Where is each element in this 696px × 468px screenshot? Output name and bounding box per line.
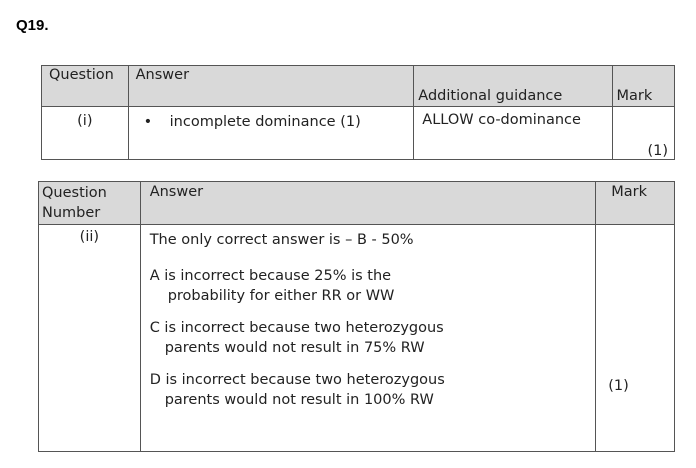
mark-cell: [612, 107, 674, 160]
option-a-line1: A is incorrect because 25% is the: [149, 268, 392, 284]
answer-cell: [140, 225, 596, 452]
part-label: (i): [77, 113, 93, 129]
answer-text: incomplete dominance (1): [169, 114, 361, 130]
header-question: Question: [42, 66, 129, 107]
part-cell: [39, 225, 141, 452]
table-header-row: [39, 182, 675, 225]
table-row: [39, 225, 675, 452]
header-mark: Mark: [596, 182, 675, 225]
mark-cell: [596, 225, 675, 452]
question-label: Q19.: [16, 17, 49, 34]
header-question-number: Question Number: [39, 182, 141, 225]
header-mark: Mark: [612, 66, 674, 107]
mark-scheme-table-i: [41, 65, 675, 160]
option-d-line1: D is incorrect because two heterozygous: [149, 372, 445, 388]
table-row: [42, 107, 675, 160]
option-a-line2: probability for either RR or WW: [167, 288, 395, 304]
guidance-text: ALLOW co-dominance: [422, 112, 581, 128]
correct-answer-text: The only correct answer is – B - 50%: [149, 232, 414, 248]
option-c-line2: parents would not result in 75% RW: [164, 340, 425, 356]
part-cell: [42, 107, 129, 160]
mark-value: (1): [608, 378, 629, 394]
guidance-cell: [414, 107, 612, 160]
table-header-row: [42, 66, 675, 107]
mark-value: (1): [647, 143, 668, 159]
option-d-line2: parents would not result in 100% RW: [164, 392, 434, 408]
header-answer: Answer: [140, 182, 596, 225]
option-c-line1: C is incorrect because two heterozygous: [149, 320, 444, 336]
header-guidance: Additional guidance: [414, 66, 612, 107]
bullet-icon: •: [143, 114, 153, 130]
part-label: (ii): [79, 229, 100, 245]
mark-scheme-table-ii: [38, 181, 675, 452]
header-answer: Answer: [128, 66, 414, 107]
answer-cell: [128, 107, 414, 160]
